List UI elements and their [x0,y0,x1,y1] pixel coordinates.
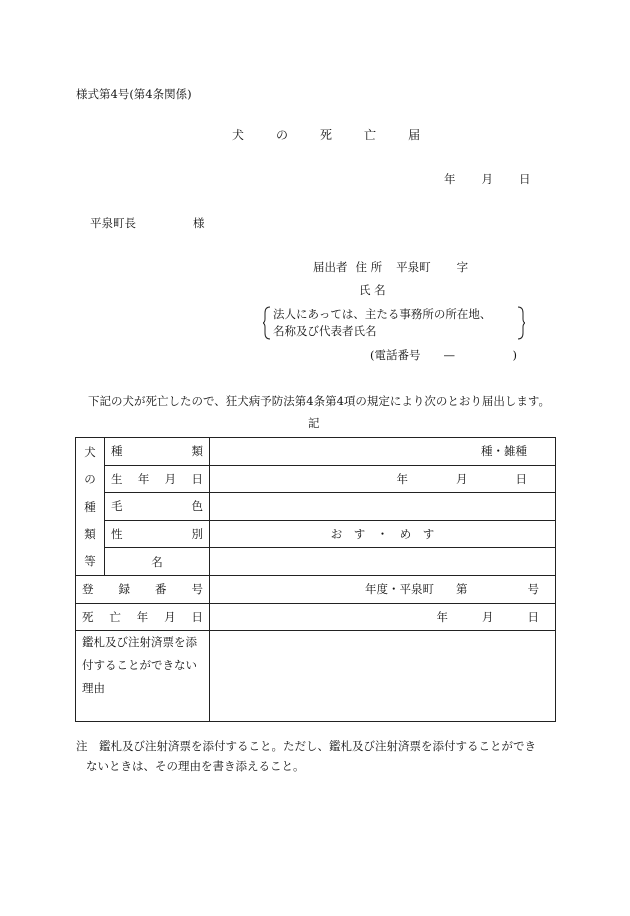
dog-char: 犬 [84,444,96,459]
honorific: 様 [193,216,205,230]
label-char: 日 [191,471,203,486]
addressee-name: 平泉町長 [90,216,136,230]
label-char: 色 [191,499,203,514]
registration-value[interactable] [210,576,556,604]
registration-prefix: 年度・平泉町 [365,582,434,597]
form-number: 様式第4号(第4条関係) [76,87,192,101]
dog-info-table [75,437,556,722]
dog-char: の [84,472,96,487]
applicant-address [313,259,468,275]
sex-options: お す ・ め す [330,527,435,542]
label-char: 別 [191,527,203,542]
address-label: 住 所 [355,260,383,274]
footnote-line2: ないときは、その理由を書き添えること。 [86,759,305,773]
corporate-note-line1: 法人にあっては、主たる事務所の所在地、 [273,307,492,321]
date-month: 月 [481,172,493,186]
submission-date [444,171,531,187]
sex-label [105,520,210,548]
date-year: 年 [436,609,448,624]
name-label [105,548,210,576]
addressee [90,215,205,231]
label-char: 生 [111,471,123,486]
reason-label [76,631,210,722]
reason-label-text: 鑑札及び注射済票を添付することができない理由 [82,635,197,695]
date-day: 日 [519,172,531,186]
dog-char: 等 [84,554,96,569]
corporate-note [263,306,525,338]
dog-category-cell [76,438,105,576]
phone-number: (電話番号 — ) [370,348,517,362]
title-char: の [276,128,289,142]
date-year: 年 [396,471,408,486]
label-char: 類 [191,444,203,459]
applicant-label: 届出者 [313,260,348,274]
table-row [76,576,556,604]
color-value[interactable] [210,493,556,521]
label-char: 号 [191,582,203,597]
label-char: 名 [151,554,163,569]
footnote-line1: 注 鑑札及び注射済票を添付すること。ただし、鑑札及び注射済票を添付することができ [76,739,536,753]
dog-char: 類 [84,526,96,541]
address-aza: 字 [456,260,469,274]
death-date-value[interactable] [210,603,556,631]
label-char: 登 [82,582,94,597]
label-char: 死 [82,609,94,624]
label-char: 番 [155,582,167,597]
kind-value-text: 種・雑種 [481,444,527,459]
title-char: 亡 [364,128,377,142]
death-date-label [76,603,210,631]
label-char: 日 [191,609,203,624]
document-title [232,126,420,143]
sex-value[interactable] [210,520,556,548]
kind-value[interactable] [210,438,556,466]
label-char: 月 [164,609,176,624]
color-label [105,493,210,521]
label-char: 亡 [109,609,121,624]
table-row [76,631,556,722]
statement: 下記の犬が死亡したので、狂犬病予防法第4条第4項の規定により次のとおり届出します。 [88,394,550,408]
applicant-name-label: 氏 名 [359,283,386,297]
label-char: 月 [164,471,177,486]
registration-mid: 第 [456,582,468,597]
registration-label [76,576,210,604]
title-char: 死 [320,128,333,142]
dog-char: 種 [84,499,96,514]
address-town: 平泉町 [396,260,431,274]
table-row [76,438,556,466]
label-char: 録 [118,582,130,597]
name-value[interactable] [210,548,556,576]
kind-label [105,438,210,466]
table-row [76,603,556,631]
birth-label [105,465,210,493]
footnote [76,736,536,776]
label-char: 年 [137,471,150,486]
corporate-note-line2: 名称及び代表者氏名 [273,324,377,338]
registration-suffix: 号 [527,582,539,597]
table-row [76,548,556,576]
date-month: 月 [482,609,494,624]
birth-value[interactable] [210,465,556,493]
table-row [76,520,556,548]
label-char: 性 [111,527,123,542]
date-day: 日 [527,609,539,624]
date-day: 日 [515,471,527,486]
table-row [76,465,556,493]
label-char: 種 [111,444,123,459]
table-row [76,493,556,521]
ki-label: 記 [308,416,320,430]
reason-value[interactable] [210,631,556,722]
label-char: 毛 [111,499,123,514]
date-year: 年 [444,172,456,186]
title-char: 届 [408,128,421,142]
date-month: 月 [456,471,468,486]
title-char: 犬 [232,128,245,142]
label-char: 年 [136,609,149,624]
